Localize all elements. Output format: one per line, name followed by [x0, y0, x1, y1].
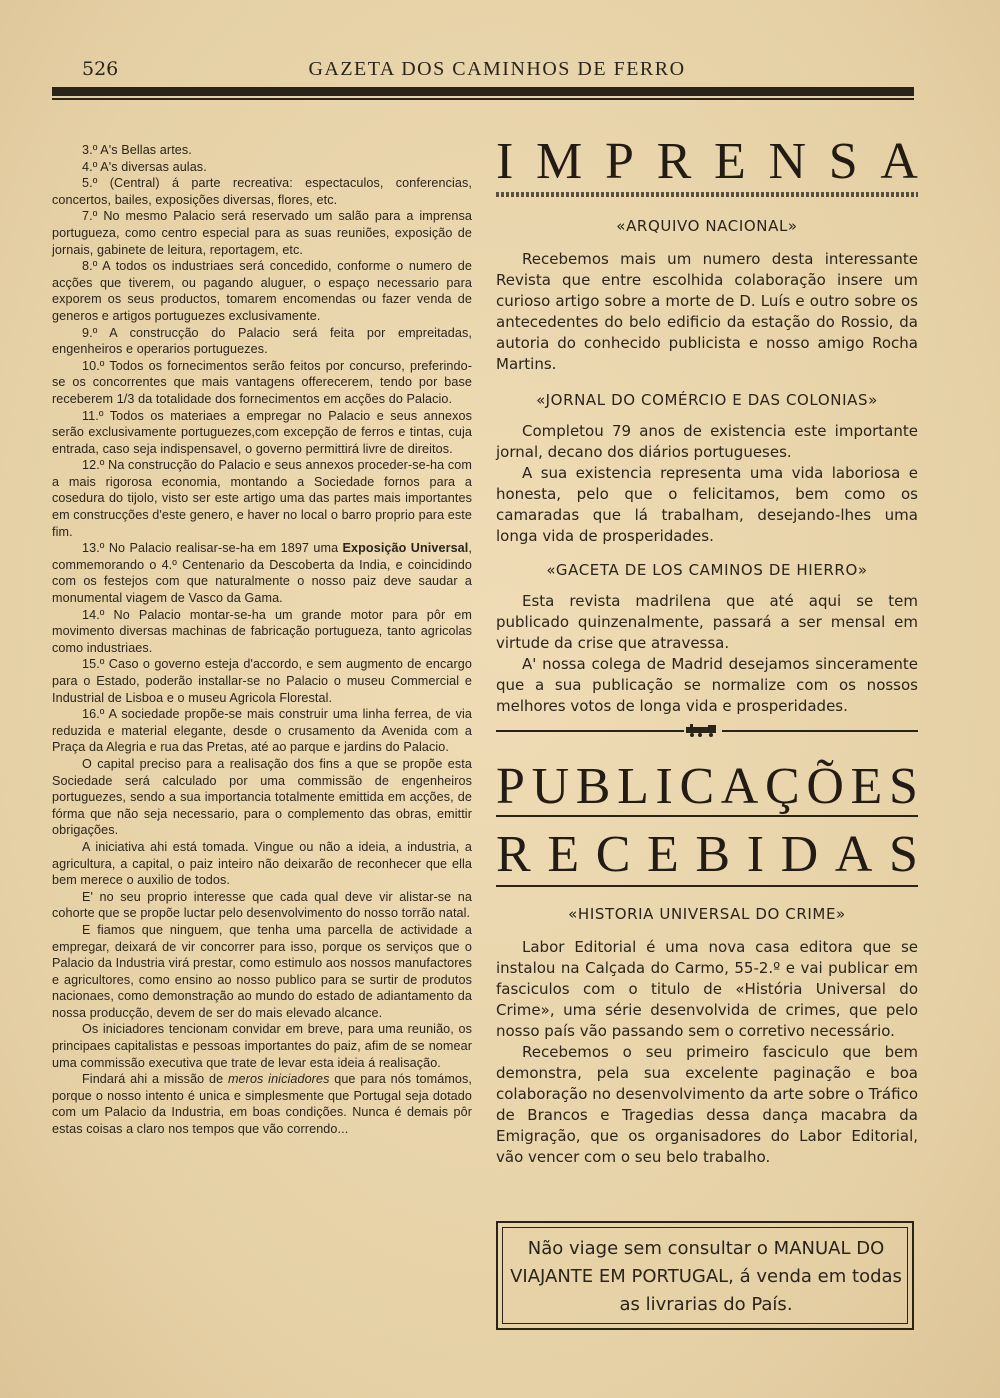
heading-letter: U	[531, 758, 570, 815]
heading-letter: A	[834, 826, 873, 883]
publicacoes-paragraph: Recebemos o seu primeiro fasciculo que bem demonstra, pela sua excelente paginação e boa colaboração no desenvolvimento da arte sobre o Tráfico de Brancos e Tragedias dessa dança macabra da Emigração, que os organisadores do Labor Editorial, vão vencer com o seu belo trabalho.	[496, 1043, 918, 1166]
heading-letter: L	[617, 758, 649, 815]
heading-letter: C	[595, 826, 631, 883]
heading-letter: I	[746, 826, 765, 883]
article-paragraph: 15.º Caso o governo esteja d'accordo, e sem augmento de encargo para o Estado, poderão installar-se no Palacio o museu Commercial e Industrial de Lisboa e o museu Agricola Florestal.	[52, 657, 472, 705]
imprensa-heading	[496, 134, 918, 190]
locomotive-icon	[684, 723, 722, 737]
article-paragraph: Os iniciadores tencionam convidar em breve, para uma reunião, os principaes capitalistas e pessoas importantes do paiz, afim de se nomear uma commissão executiva que trate de levar esta ideia á realisação.	[52, 1022, 472, 1070]
advert-text: Não viage sem consultar o MANUAL DO VIAJANTE EM PORTUGAL, á venda em todas as livrarias do País.	[510, 1238, 902, 1315]
section-title-historia-universal: «HISTORIA UNIVERSAL DO CRIME»	[568, 905, 846, 923]
article-paragraph: 7.º No mesmo Palacio será reservado um salão para a imprensa portugueza, como centro especial para as suas reuniões, exposição de jornais, gabinete de leitura, reportagem, etc.	[52, 209, 472, 257]
left-column-article	[52, 142, 472, 1138]
heading-letter: E	[714, 133, 746, 190]
heading-letter: E	[850, 758, 883, 815]
recebidas-heading	[496, 827, 918, 883]
heading-letter: M	[536, 133, 583, 190]
heading-letter: S	[888, 758, 918, 815]
imprensa-paragraph: Esta revista madrilena que até aqui se tem publicado quinzenalmente, passará a ser mensal em virtude da crise que atravessa.	[496, 592, 918, 652]
journal-title: GAZETA DOS CAMINHOS DE FERRO	[308, 58, 686, 80]
article-paragraph: 8.º A todos os industriaes será concedido, conforme o numero de acções que tiverem, ou pagando aluguer, o espaço necessario para exporem os seus productos, tomarem encomendas ou fazer venda de generos e artigos portuguezes exclusivamente.	[52, 259, 472, 323]
heading-letter: B	[575, 758, 611, 815]
heading-letter: N	[768, 133, 807, 190]
article-paragraph: 3.º A's Bellas artes.	[82, 143, 192, 157]
exposicao-universal-bold: Exposição Universal	[342, 541, 469, 556]
article-paragraph: E' no seu proprio interesse que cada qual deve vir alistar-se na cohorte que se propõe luctar pelo desenvolvimento do nosso torrão natal.	[52, 889, 472, 921]
article-paragraph: O capital preciso para a realisação dos fins a que se propõe esta Sociedade será calculado por uma commissão de engenheiros portuguezes, sendo a sua importancia totalmente emittida em acções, de fórma que não seja necessario, para o complemento das obras, emittir obrigações.	[52, 756, 472, 838]
heading-letter: A	[720, 758, 759, 815]
text-run: , commemorando o 4.º Centenario da Descoberta da India, e coincidindo com os festejos com que naturalmente o nosso paiz deve saudar a monumental viagem de Vasco da Gama.	[52, 541, 472, 606]
text-run: que para nós tomámos, porque o nosso intento é unica e simplesmente que Portugal seja dotado com um Palacio da Industria, em boas condições. Nunca é demais pôr estas coisas a claro nos tempos que vão correndo...	[52, 1072, 473, 1137]
imprensa-section	[496, 217, 918, 717]
article-paragraph: 14.º No Palacio montar-se-ha um grande motor para pôr em movimento diversas machinas de fabricação portugueza, tanto agricolas como industriaes.	[52, 607, 472, 655]
header-rule-thick	[52, 87, 914, 96]
article-paragraph: A iniciativa ahi está tomada. Vingue ou não a ideia, a industria, a agricultura, a capital, o paiz inteiro não deixarão de reconhecer que ella bem merece o auxilio de todos.	[52, 839, 472, 888]
page-number: 526	[82, 58, 119, 80]
train-divider	[496, 723, 918, 737]
heading-letter: R	[656, 133, 692, 190]
publicacoes-section	[496, 905, 918, 1168]
heading-letter: S	[828, 133, 858, 190]
publicacoes-paragraph: Labor Editorial é uma nova casa editora que se instalou na Calçada do Carmo, 55-2.º e vai publicar em fasciculos com o titulo de «História Universal do Crime», uma série desenvolvida de crimes, que pelo nosso país vão passando sem o corretivo necessário.	[496, 938, 918, 1040]
heading-letter: I	[496, 133, 514, 190]
article-paragraph: 10.º Todos os fornecimentos serão feitos por concurso, preferindo-se os concorrentes que mais vantagens offerecerem, tendo por base receberem 1/3 da totalidade dos fornecimentos em acções do Palacio.	[52, 358, 472, 406]
meros-iniciadores-italic: meros iniciadores	[227, 1072, 330, 1087]
article-paragraph: 11.º Todos os materiaes a empregar no Palacio e seus annexos serão exclusivamente portuguezes,com excepção de ferros e tintas, cuja entrada, caso seja indispensavel, o governo permittirá livre de direitos.	[52, 408, 472, 456]
article-paragraph: 5.º (Central) á parte recreativa: espectaculos, conferencias, concertos, bailes, exposições diversas, flores, etc.	[52, 176, 472, 207]
heading-letter: E	[647, 826, 679, 883]
imprensa-paragraph: Recebemos mais um numero desta interessante Revista que entre escolhida colaboração insere um curioso artigo sobre a morte de D. Luís e outro sobre os antecedentes do belo edificio da estação do Rossio, da autoria do conhecido publicista e nosso amigo Rocha Martins.	[496, 250, 918, 373]
section-title-gaceta: «GACETA DE LOS CAMINOS DE HIERRO»	[546, 561, 868, 579]
heading-letter: S	[889, 826, 918, 883]
text-run: Findará ahi a missão de	[82, 1072, 228, 1087]
heading-rule	[496, 885, 918, 887]
heading-letter: P	[604, 133, 634, 190]
section-title-jornal-do-comercio: «JORNAL DO COMÉRCIO E DAS COLONIAS»	[536, 391, 878, 409]
advert-box	[496, 1221, 914, 1330]
heading-letter: R	[496, 826, 531, 883]
heading-letter: B	[695, 826, 731, 883]
page-header	[82, 56, 912, 86]
heading-letter: E	[547, 826, 580, 883]
heading-letter: D	[780, 826, 819, 883]
section-title-arquivo-nacional: «ARQUIVO NACIONAL»	[616, 217, 798, 235]
article-paragraph: E fiamos que ninguem, que tenha uma parcella de actividade a empregar, deixará de vir concorrer para isso, porque os serviços que o Palacio da Industria virá prestar, como estimulo aos nossos manufactores e agricultores, como ensino ao nosso publico para se surtir de produtos nacionaes, como demonstração ao mundo do estado de adiantamento da nossa producção, devem de ser do mais elevado alcance.	[52, 922, 472, 1020]
article-paragraph: 12.º Na construcção do Palacio e seus annexos proceder-se-ha com a mais rigorosa economia, montando a Sociedade fornos para a cosedura do tijolo, visto ser este artigo uma das partes mais importantes em construcções d'este genero, e haver no local o barro proprio para este fim.	[52, 458, 472, 539]
heading-letter: C	[679, 758, 715, 815]
heading-rule	[496, 815, 918, 817]
article-paragraph: 16.º A sociedade propõe-se mais construir uma linha ferrea, de via reduzida e material elegante, desde o crusamento da Avenida com a Praça da Alegria e rua das Pretas, até ao parque e jardins do Palacio.	[52, 707, 472, 755]
heading-letter: Õ	[806, 758, 844, 815]
ornament-rule	[496, 192, 918, 197]
heading-letter: P	[496, 758, 525, 815]
article-paragraph	[52, 1071, 472, 1137]
article-paragraph	[52, 540, 472, 606]
right-column	[496, 134, 918, 1168]
imprensa-paragraph: A sua existencia representa uma vida laboriosa e honesta, pelo que o felicitamos, bem como os camaradas que lá trabalham, desejando-lhes uma longa vida de prosperidades.	[496, 464, 918, 545]
imprensa-paragraph: Completou 79 anos de existencia este importante jornal, decano dos diários portugueses.	[496, 422, 918, 461]
article-paragraph: 9.º A construcção do Palacio será feita por empreitadas, engenheiros e operarios portuguezes.	[52, 325, 472, 357]
heading-letter: I	[655, 758, 673, 815]
publicacoes-heading	[496, 759, 918, 815]
heading-letter: A	[880, 133, 918, 190]
text-run: 13.º No Palacio realisar-se-ha em 1897 uma	[82, 541, 343, 556]
imprensa-paragraph: A' nossa colega de Madrid desejamos sinceramente que a sua publicação se normalize com os nossos melhores votos de longa vida e prosperidades.	[496, 655, 918, 715]
header-rule-thin	[52, 98, 914, 100]
article-paragraph: 4.º A's diversas aulas.	[82, 159, 207, 174]
heading-letter: Ç	[765, 758, 800, 815]
